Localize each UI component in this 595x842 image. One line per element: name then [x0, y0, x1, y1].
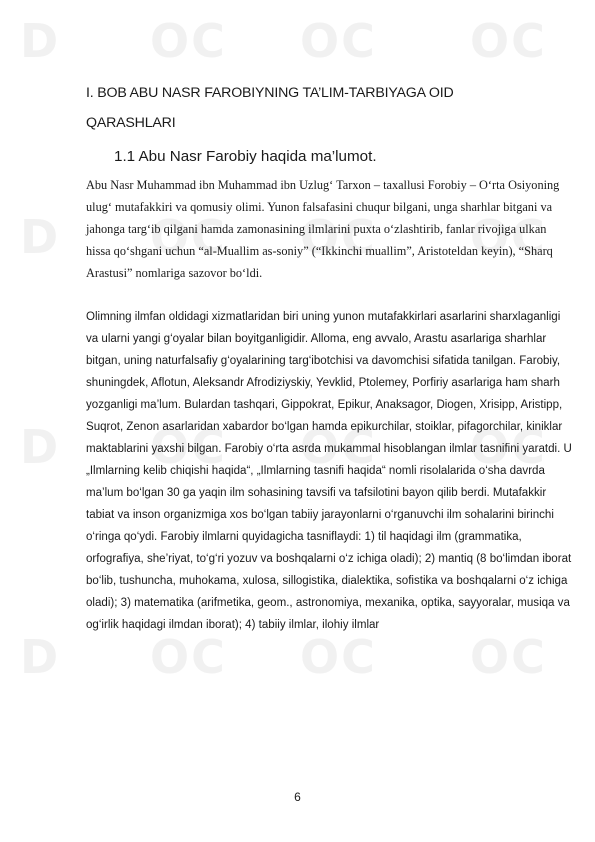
watermark: OC [470, 630, 547, 684]
watermark: D [20, 14, 61, 68]
watermark: OC [150, 630, 227, 684]
watermark: OC [470, 14, 547, 68]
paragraph-body: Olimning ilmfan oldidagi xizmatlaridan biri uning yunon mutafakkirlari asarlarini sharxlaganligi va ularni yangi g‘oyalar bilan boyitganligidir. Alloma, eng avvalo, Arastu asarlariga sharhlar bitgan, uning naturfalsafiy g‘oyalarining targ‘ibotchisi va davomchisi sifatida tanilgan. Farobiy, shuningdek, Aflotun, Aleksandr Afrodiziyskiy, Yevklid, Ptolemey, Porfiriy asarlariga ham sharh yozganligi ma’lum. Bulardan tashqari, Gippokrat, Epikur, Anaksagor, Diogen, Xrisipp, Aristipp, Suqrot, Zenon asarlaridan xabardor bo‘lgan hamda epikurchilar, stoiklar, pifagorchilar, kiniklar maktablarini yaxshi bilgan. Farobiy o‘rta asrda mukammal hisoblangan ilmlar tasnifini yaratdi. U „Ilmlarning kelib chiqishi haqida“, „Ilmlarning tasnifi haqida“ nomli risolalarida o‘sha davrda ma’lum bo‘lgan 30 ga yaqin ilm sohasining tavsifi va tafsilotini bayon qilib berdi. Mutafakkir tabiat va inson organizmiga xos bo‘lgan tabiiy jarayonlarni o‘rganuvchi ilm sohalarini birinchi o‘ringa qo‘ydi. Farobiy ilmlarni quyidagicha tasniflaydi: 1) til haqidagi ilm (grammatika, orfografiya, she’riyat, to‘g‘ri yozuv va boshqalarni o‘z ichiga oladi); 2) mantiq (8 bo‘limdan iborat bo‘lib, tushuncha, muhokama, xulosa, sillogistika, dialektika, sofistika va boshqalarni o‘z ichiga oladi); 3) matematika (arifmetika, geom., astronomiya, mexanika, optika, sayyoralar, musiqa va og‘irlik haqidagi ilmdan iborat); 4) tabiiy ilmlar, ilohiy ilmlar [86, 311, 572, 631]
paragraph-intro: Abu Nasr Muhammad ibn Muhammad ibn Uzlug‘ Tarxon – taxallusi Forobiy – O‘rta Osiyoning ulug‘ mutafakkiri va qomusiy olimi. Yunon falsafasini chuqur bilgani, unga sharhlar bitgani va jahonga targ‘ib qilgani hamda zamonasining ilmlarini puxta o‘zlashtirib, fanlar rivojiga ulkan hissa qo‘shgani uchun “al-Muallim as-soniy” (“Ikkinchi muallim”, Aristoteldan keyin), “Sharq Arastusi” nomlariga sazovor bo‘ldi. [86, 178, 560, 280]
watermark: OC [300, 420, 377, 474]
watermark: D [20, 630, 61, 684]
watermark: D [20, 210, 61, 264]
watermark: OC [300, 630, 377, 684]
watermark: OC [470, 210, 547, 264]
watermark: D [20, 420, 61, 474]
watermark: OC [300, 14, 377, 68]
watermark: OC [300, 210, 377, 264]
watermark: OC [150, 420, 227, 474]
page-number: 6 [294, 790, 301, 804]
chapter-heading: I. BOB ABU NASR FAROBIYNING TA’LIM-TARBIYAGA OID QARASHLARI [86, 85, 454, 131]
watermark: OC [150, 14, 227, 68]
watermark: OC [150, 210, 227, 264]
section-heading: 1.1 Abu Nasr Farobiy haqida ma’lumot. [114, 148, 377, 165]
watermark: OC [470, 420, 547, 474]
